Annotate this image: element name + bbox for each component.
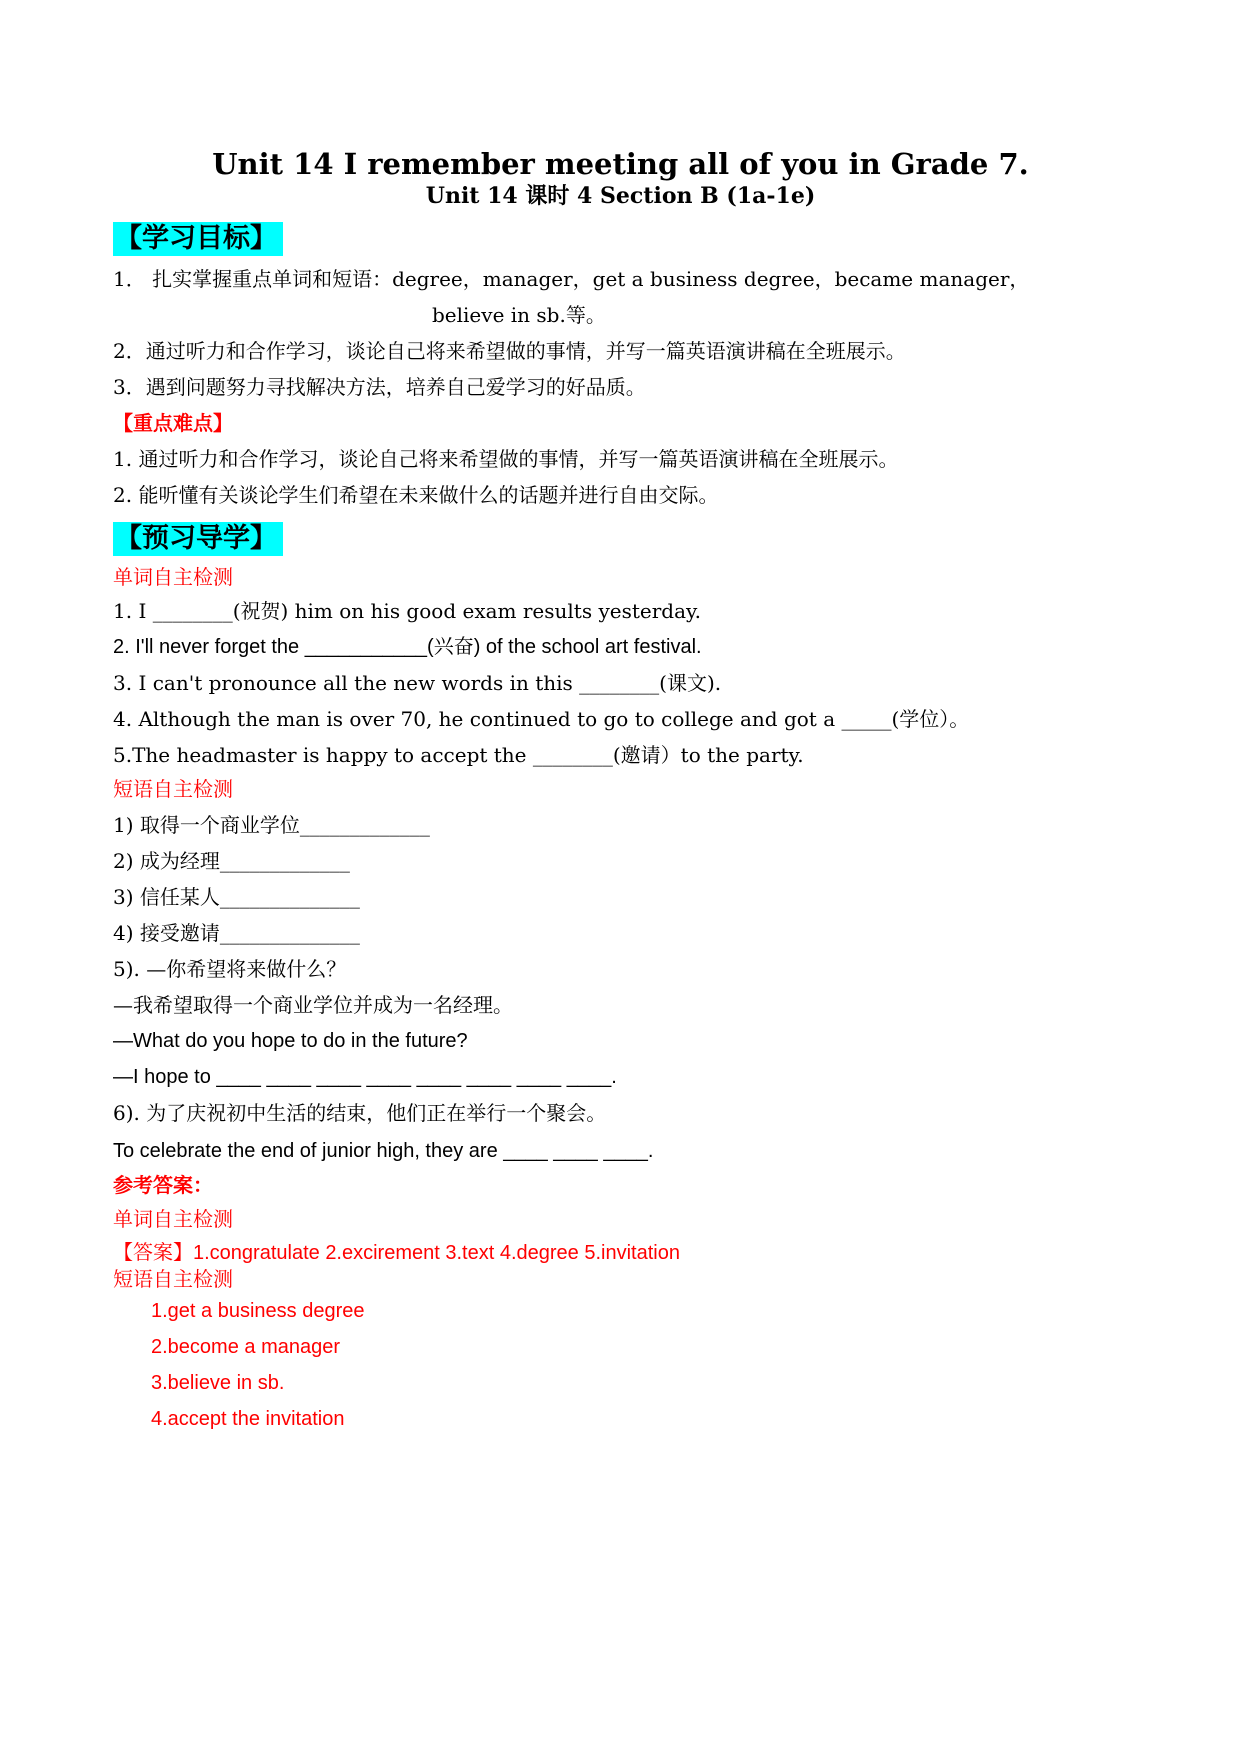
phrase-question-6-cn: 6). 为了庆祝初中生活的结束，他们正在举行一个聚会。	[113, 1101, 607, 1125]
page-title: Unit 14 I remember meeting all of you in Grade 7.	[212, 147, 1029, 181]
objective-item-1: 1． 扎实掌握重点单词和短语：degree，manager，get a business degree，became manager，	[113, 267, 1030, 291]
preview-heading: 【预习导学】	[113, 522, 283, 556]
key-point-item-2: 2. 能听懂有关谈论学生们希望在未来做什么的话题并进行自由交际。	[113, 483, 719, 507]
answers-words-heading: 单词自主检测	[113, 1207, 233, 1231]
phrase-question-5-en-answer: —I hope to ____ ____ ____ ____ ____ ____ ____ ____.	[113, 1066, 617, 1088]
phrase-question-5-cn-question: 5). —你希望将来做什么？	[113, 957, 347, 981]
word-question-4: 4. Although the man is over 70, he continued to go to college and got a _____(学位）。	[113, 707, 970, 731]
phrase-question-1: 1) 取得一个商业学位_____________	[113, 813, 430, 837]
words-check-heading: 单词自主检测	[113, 565, 233, 589]
answer-phrase-3: 3.believe in sb.	[151, 1372, 285, 1394]
objectives-heading: 【学习目标】	[113, 222, 283, 256]
word-question-2: 2. I'll never forget the ___________(兴奋) of the school art festival.	[113, 636, 702, 658]
word-question-5: 5.The headmaster is happy to accept the ________(邀请）to the party.	[113, 743, 804, 767]
phrase-question-5-cn-answer: —我希望取得一个商业学位并成为一名经理。	[113, 993, 513, 1017]
objective-item-3: 3．遇到问题努力寻找解决方法，培养自己爱学习的好品质。	[113, 375, 646, 399]
key-point-item-1: 1. 通过听力和合作学习，谈论自己将来希望做的事情，并写一篇英语演讲稿在全班展示。	[113, 447, 899, 471]
answers-phrases-heading: 短语自主检测	[113, 1267, 233, 1291]
word-question-3: 3. I can't pronounce all the new words in this ________(课文).	[113, 671, 722, 695]
phrase-question-2: 2) 成为经理_____________	[113, 849, 350, 873]
phrase-question-5-en-question: —What do you hope to do in the future?	[113, 1030, 468, 1052]
word-question-1: 1. I ________(祝贺) him on his good exam results yesterday.	[113, 599, 701, 623]
phrase-question-3: 3) 信任某人______________	[113, 885, 360, 909]
objective-item-2: 2．通过听力和合作学习，谈论自己将来希望做的事情，并写一篇英语演讲稿在全班展示。	[113, 339, 906, 363]
answers-words: 【答案】1.congratulate 2.excirement 3.text 4.degree 5.invitation	[113, 1242, 680, 1264]
phrase-question-6-en: To celebrate the end of junior high, they are ____ ____ ____.	[113, 1140, 654, 1162]
page-subtitle: Unit 14 课时 4 Section B (1a-1e)	[425, 183, 816, 209]
answer-phrase-1: 1.get a business degree	[151, 1300, 365, 1322]
objective-item-1-cont: believe in sb.等。	[432, 303, 606, 327]
key-points-heading: 【重点难点】	[113, 411, 233, 435]
answer-phrase-2: 2.become a manager	[151, 1336, 341, 1358]
answer-phrase-4: 4.accept the invitation	[151, 1408, 345, 1430]
phrases-check-heading: 短语自主检测	[113, 777, 233, 801]
phrase-question-4: 4) 接受邀请______________	[113, 921, 360, 945]
answers-heading: 参考答案：	[113, 1173, 213, 1197]
